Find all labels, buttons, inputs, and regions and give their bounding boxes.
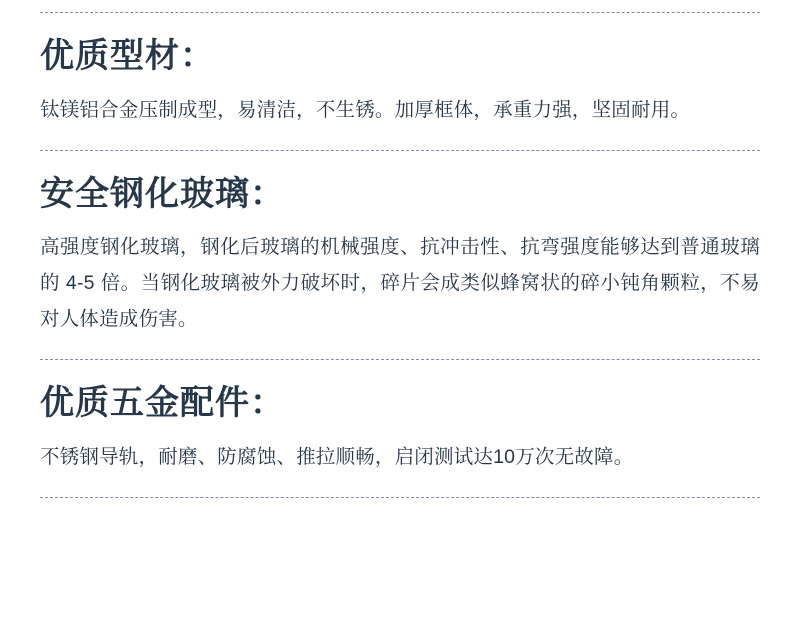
section-body-material: 钛镁铝合金压制成型，易清洁，不生锈。加厚框体，承重力强，坚固耐用。 [40, 98, 691, 121]
section-title-glass: 安全钢化玻璃： [40, 174, 285, 213]
section-glass [40, 151, 760, 360]
divider-3 [40, 497, 760, 498]
section-hardware [40, 360, 760, 497]
section-body-glass: 高强度钢化玻璃，钢化后玻璃的机械强度、抗冲击性、抗弯强度能够达到普通玻璃的 4-5 倍。当钢化玻璃被外力破坏时，碎片会成类似蜂窝状的碎小钝角颗粒，不易对人体造成伤害。 [40, 236, 760, 331]
section-title-material: 优质型材： [40, 37, 215, 75]
section-material [40, 13, 760, 150]
section-title-hardware: 优质五金配件： [40, 384, 285, 423]
section-body-hardware: 不锈钢导轨，耐磨、防腐蚀、推拉顺畅，启闭测试达10万次无故障。 [40, 445, 634, 468]
product-detail-page [0, 12, 800, 638]
